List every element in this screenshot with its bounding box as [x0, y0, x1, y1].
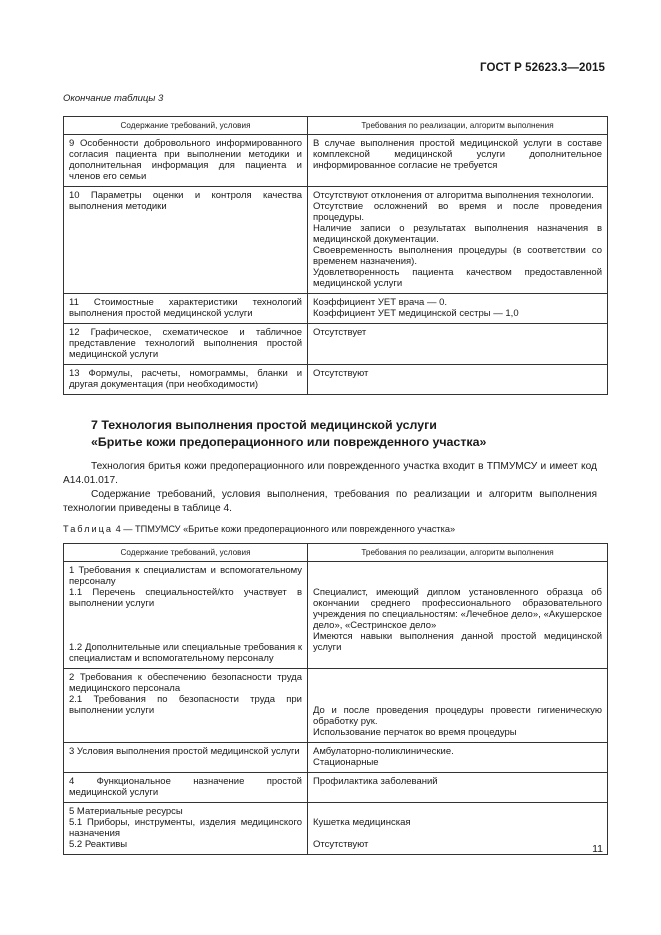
cell-spacer	[69, 609, 302, 620]
table4	[63, 543, 608, 855]
cell-text: Наличие записи о результатах выполнения назначения в медицинской документации.	[313, 223, 602, 245]
cell-text: 12 Графическое, схематическое и табличное представление технологий выполнения простой медицинской услуги	[69, 327, 302, 360]
cell-spacer	[313, 565, 602, 576]
cell-text: Использование перчаток во время процедуры	[313, 727, 517, 738]
cell-text: 4 Функциональное назначение простой медицинской услуги	[69, 776, 302, 798]
cell-spacer	[313, 806, 602, 817]
requirement-cell	[64, 743, 308, 773]
cell-text: Кушетка медицинская	[313, 817, 411, 828]
cell-text: 3 Условия выполнения простой медицинской услуги	[69, 746, 300, 757]
table4-column-header: Требования по реализации, алгоритм выполнения	[308, 544, 608, 562]
cell-spacer	[69, 620, 302, 631]
table4-caption-label: Таблица	[63, 524, 114, 534]
cell-text: Коэффициент УЕТ медицинской сестры — 1,0	[313, 308, 519, 319]
cell-spacer	[313, 683, 602, 694]
cell-text: Отсутствуют	[313, 839, 369, 850]
cell-text: 1.2 Дополнительные или специальные требования к специалистам и вспомогательному персоналу	[69, 642, 302, 664]
page-number: 11	[592, 843, 603, 855]
cell-text: Отсутствует	[313, 327, 367, 338]
implementation-cell	[308, 294, 608, 324]
section-7-heading	[91, 417, 486, 451]
table-row	[64, 773, 608, 803]
implementation-cell	[308, 773, 608, 803]
table-row	[64, 365, 608, 395]
cell-text: 5.2 Реактивы	[69, 839, 128, 850]
cell-text: Удовлетворенность пациента качеством предоставленной медицинской услуги	[313, 267, 602, 289]
requirement-cell	[64, 773, 308, 803]
table3-column-header: Требования по реализации, алгоритм выполнения	[308, 117, 608, 135]
cell-text: Своевременность выполнения процедуры (в соответствии со временем назначения).	[313, 245, 602, 267]
cell-text: Отсутствуют отклонения от алгоритма выполнения технологии.	[313, 190, 594, 201]
cell-text: 2 Требования к обеспечению безопасности труда медицинского персонала	[69, 672, 302, 694]
requirement-cell	[64, 187, 308, 294]
implementation-cell	[308, 365, 608, 395]
table4-header-row	[64, 544, 608, 562]
paragraph: Технология бритья кожи предоперационного или поврежденного участка входит в ТПМУМСУ и имеет код А14.01.017.	[63, 461, 597, 486]
table-row	[64, 324, 608, 365]
cell-text: 10 Параметры оценки и контроля качества выполнения методики	[69, 190, 302, 212]
requirement-cell	[64, 669, 308, 743]
table3-body	[64, 135, 608, 395]
cell-spacer	[313, 672, 602, 683]
cell-text: Отсутствие осложнений во время и после проведения процедуры.	[313, 201, 602, 223]
table-row	[64, 562, 608, 669]
implementation-cell	[308, 187, 608, 294]
cell-text: Коэффициент УЕТ врача — 0.	[313, 297, 448, 308]
cell-text: 13 Формулы, расчеты, номограммы, бланки и другая документация (при необходимости)	[69, 368, 302, 390]
standard-code: ГОСТ Р 52623.3—2015	[480, 62, 605, 74]
table4-column-header: Содержание требований, условия	[64, 544, 308, 562]
table3-caption: Окончание таблицы 3	[63, 93, 164, 104]
cell-spacer	[69, 631, 302, 642]
implementation-cell	[308, 669, 608, 743]
implementation-cell	[308, 562, 608, 669]
table-row	[64, 743, 608, 773]
cell-text: 1 Требования к специалистам и вспомогательному персоналу	[69, 565, 302, 587]
table-row	[64, 187, 608, 294]
table-row	[64, 669, 608, 743]
section-heading-line: 7 Технология выполнения простой медицинской услуги	[91, 418, 437, 432]
implementation-cell	[308, 135, 608, 187]
cell-text: Стационарные	[313, 757, 379, 768]
table3-header-row	[64, 117, 608, 135]
table4-body	[64, 562, 608, 855]
cell-text: 5 Материальные ресурсы	[69, 806, 183, 817]
table-row	[64, 803, 608, 855]
requirement-cell	[64, 562, 308, 669]
implementation-cell	[308, 803, 608, 855]
cell-text: Специалист, имеющий диплом установленного образца об окончании среднего профессионального образовательного учреждения по специальностям: «Лечебное дело», «Акушерское дело», «Сестринское дело»	[313, 587, 602, 631]
requirement-cell	[64, 365, 308, 395]
cell-spacer	[313, 828, 602, 839]
table4-caption	[63, 524, 455, 534]
paragraph: Содержание требований, условия выполнения, требования по реализации и алгоритм выполнения технологии приведены в таблице 4.	[63, 489, 597, 514]
table4-caption-text: 4 — ТПМУМСУ «Бритье кожи предоперационного или поврежденного участка»	[115, 524, 456, 534]
cell-text: Имеются навыки выполнения данной простой медицинской услуги	[313, 631, 602, 653]
cell-text: В случае выполнения простой медицинской услуги в составе комплексной медицинской услуги дополнительное информированное согласие не требуется	[313, 138, 602, 171]
cell-text: Профилактика заболеваний	[313, 776, 438, 787]
table-row	[64, 135, 608, 187]
cell-text: Отсутствуют	[313, 368, 369, 379]
requirement-cell	[64, 294, 308, 324]
requirement-cell	[64, 135, 308, 187]
cell-text: 9 Особенности добровольного информированного согласия пациента при выполнении методики и дополнительная информация для пациента и членов его семьи	[69, 138, 302, 182]
cell-spacer	[313, 576, 602, 587]
table-row	[64, 294, 608, 324]
table3-column-header: Содержание требований, условия	[64, 117, 308, 135]
cell-spacer	[313, 694, 602, 705]
cell-text: Амбулаторно-поликлинические.	[313, 746, 454, 757]
requirement-cell	[64, 324, 308, 365]
implementation-cell	[308, 324, 608, 365]
table3	[63, 116, 608, 395]
cell-text: 5.1 Приборы, инструменты, изделия медицинского назначения	[69, 817, 302, 839]
cell-text: 11 Стоимостные характеристики технологий выполнения простой медицинской услуги	[69, 297, 302, 319]
cell-text: До и после проведения процедуры провести гигиеническую обработку рук.	[313, 705, 602, 727]
requirement-cell	[64, 803, 308, 855]
cell-text: 1.1 Перечень специальностей/кто участвует в выполнении услуги	[69, 587, 302, 609]
cell-text: 2.1 Требования по безопасности труда при выполнении услуги	[69, 694, 302, 716]
implementation-cell	[308, 743, 608, 773]
section-heading-line: «Бритье кожи предоперационного или поврежденного участка»	[91, 435, 487, 449]
